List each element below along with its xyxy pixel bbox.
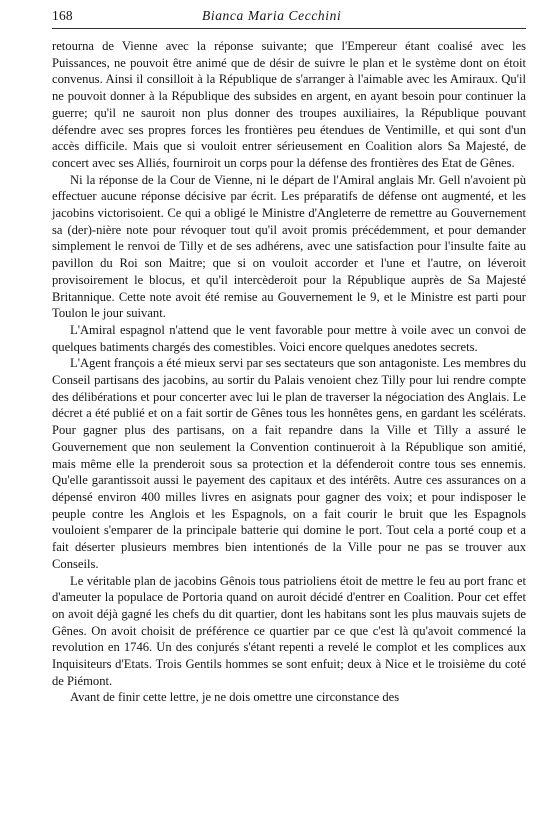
paragraph: L'Agent françois a été mieux servi par ses sectateurs que son antagoniste. Les membres du Conseil partisans des jacobins, au sortir du Palais venoient chez Tilly pour lui rendre compte des délibérations et pour concerter avec lui le plan de traverser la négociation des Anglais. Le décret a été publié et on a fait sortir de Gênes tous les honnêtes gens, en gardant les scélérats. Pour gagner plus des partisans, on a fait repandre dans la Ville et Tilly a assuré le Gouvernement que non seulement la Convention continueroit à la République son amitié, mais même elle la prenderoit sous sa protection et la défenderoit contre tous ses ennemis. Qu'elle garantissoit aussi le payement des capitaux et des intérêts. Autre ces assurances on a dépensé environ 400 milles livres en asignats pour gagner des voix; et pour indisposer le peuple contre les Anglois et les Espagnols, on a fait courir le bruit que les Espagnols vouloient s'emparer de la principale batterie qui domine le port. Tout cela a porté coup et a fait déserter plusieurs membres bien intentionés de la Ville pour ne pas se trouver aux Conseils. [52,356,526,571]
paragraph: Le véritable plan de jacobins Gênois tous patrioliens étoit de mettre le feu au port franc et d'ameuter la populace de Portoria quand on auroit décidé d'entrer en Coalition. Pour cet effet on avoit déjà gagné les chefs du dit quartier, dont les habitans sont les plus mauvais sujets de Gênes. On avoit choisit de préférence ce quartier par ce que c'est là qu'avoit commencé la revolution en 1746. Un des conjurés s'étant repenti a revelé le complot et les complices aux Inquisiteurs d'Etats. Trois Gentils hommes se sont enfuit; deux à Nice et le troisième du coté de Piémont. [52,573,526,688]
running-title: Bianca Maria Cecchini [202,8,342,23]
page-number: 168 [52,8,73,23]
running-header [52,8,526,29]
paragraph: Ni la réponse de la Cour de Vienne, ni le départ de l'Amiral anglais Mr. Gell n'avoient pù effectuer aucune réponse décisive par écrit. Les préparatifs de défense ont augmenté, et les jacobins victorisoient. Ce qui a obligé le Ministre d'Angleterre de remettre au Gouvernement sa (der)-nière note pour révoquer tout qu'il avoit promis précédemment, et pour demander simplement le renvoi de Tilly et de ses adhérens, avec une satisfaction pour l'insulte faite au pavillon du Roi son Maitre; que si on vouloit accorder et l'une et l'autre, on léveroit provisoirement le blocus, et qu'il intercèderoit pour la République auprès de Sa Majesté Britannique. Cette note avoit été remise au Gouvernement le 9, et le Ministre est parti pour Toulon le jour suivant. [52,172,526,321]
paragraph: Avant de finir cette lettre, je ne dois omettre une circonstance des [70,690,400,705]
body-text [52,38,526,706]
paragraph: retourna de Vienne avec la réponse suivante; que l'Empereur étant coalisé avec les Puissances, ne pouvoit être animé que de désir de suivre le plan et le système dont on étoit convenus. Ainsi il consilloit à la République de s'arranger à l'aimable avec les Amiraux. Qu'il ne pouvoit donner à la République des subsides en argent, en ayant besoin pour continuer la guerre; qu'il ne sauroit non plus donner des troupes auxiliaires, la République pouvant défendre avec ses propres forces les frontières peu étendues de Ventimille, et qui sont d'un accès difficile. Mais que si vouloit entrer sérieusement en Coalition alors Sa Majesté, de concert avec ses Alliés, fourniroit un corps pour la défense des frontières des Etat de Gênes. [52,39,526,170]
paragraph: L'Amiral espagnol n'attend que le vent favorable pour mettre à voile avec un convoi de quelques batiments chargés des comestibles. Voici encore quelques anedotes secrets. [52,322,526,354]
